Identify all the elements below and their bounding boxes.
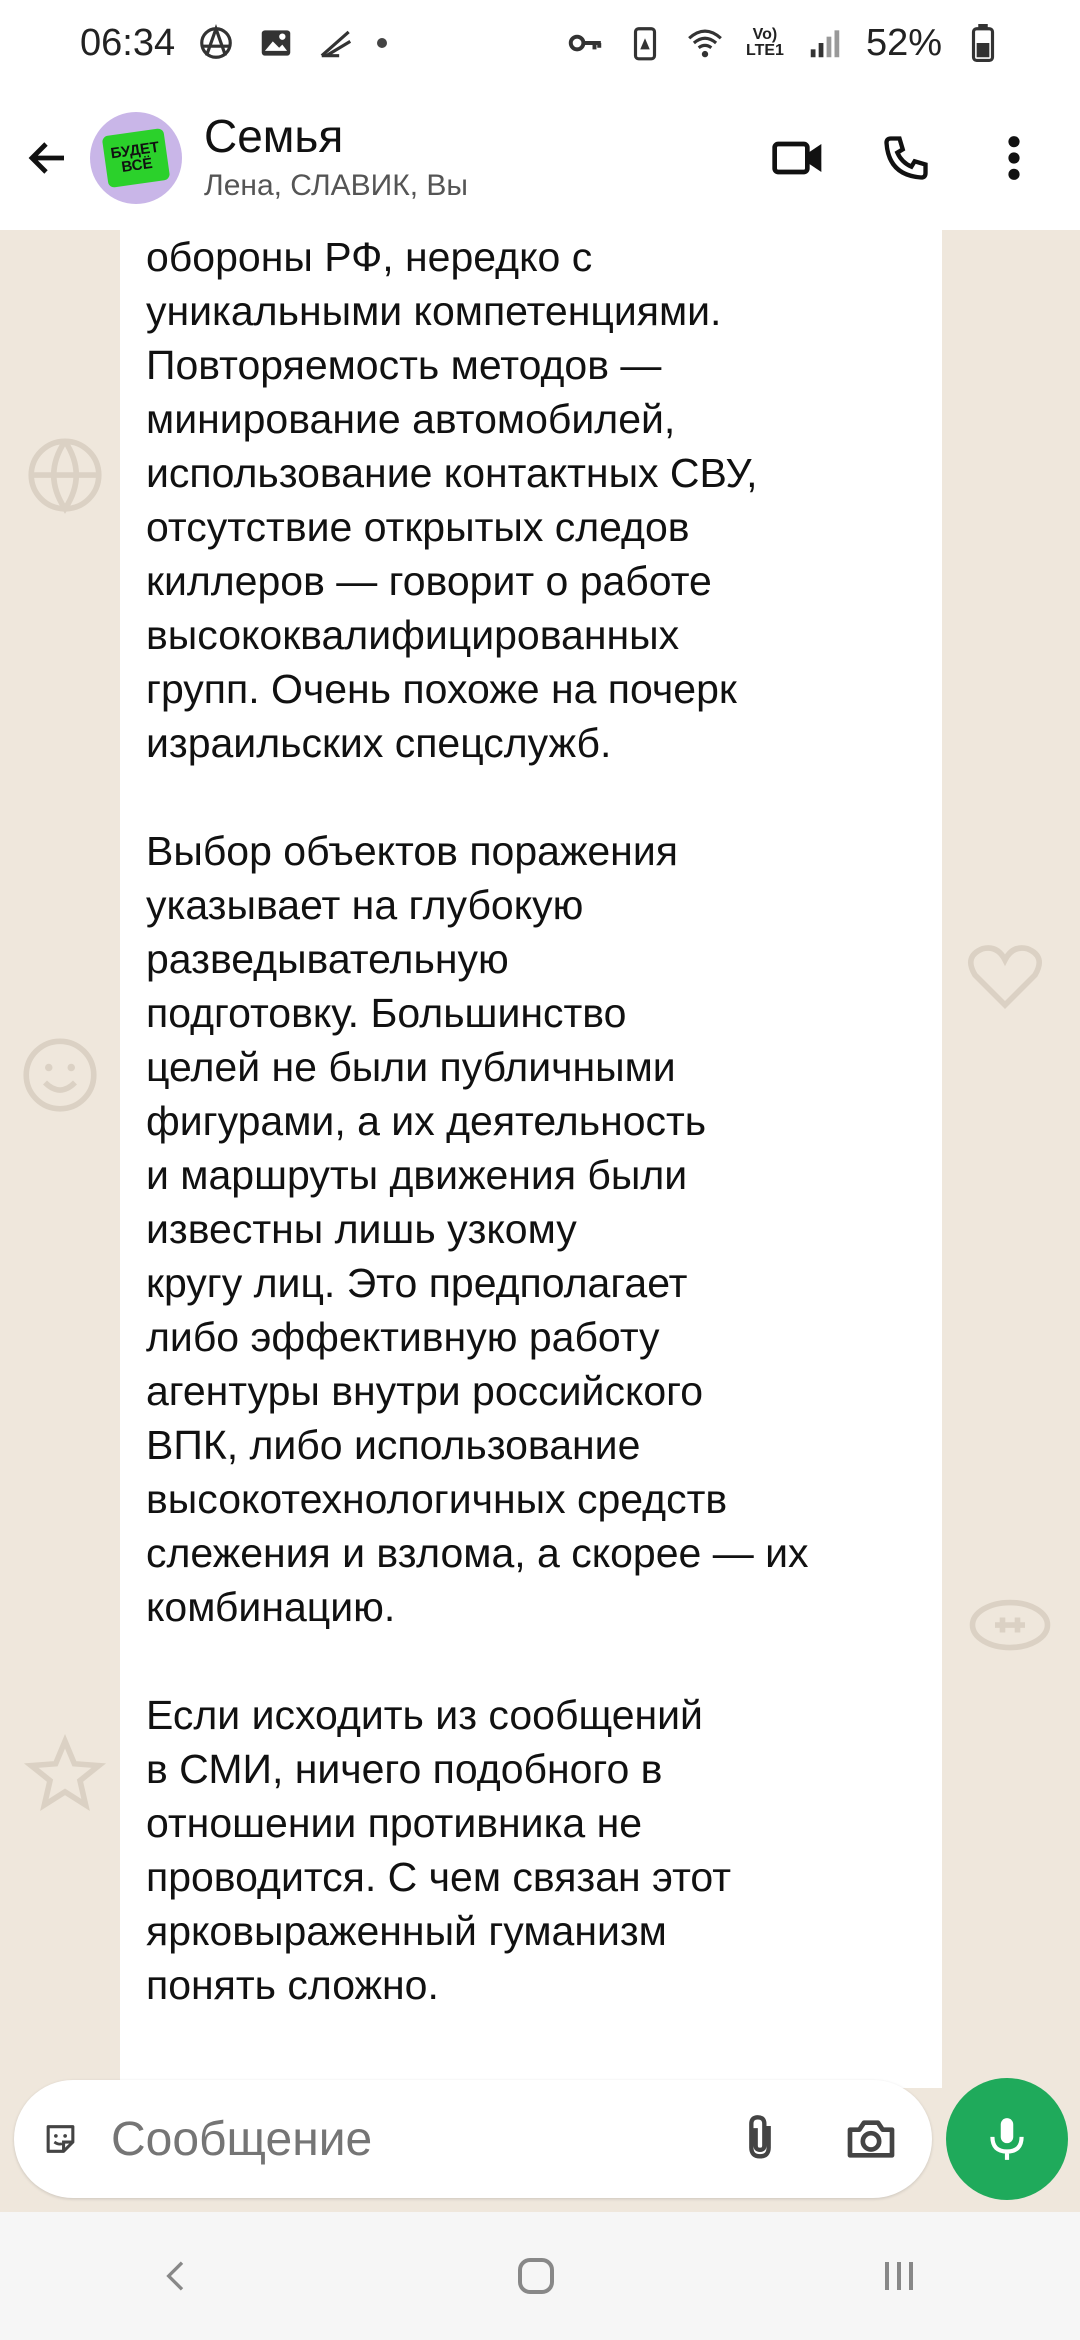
doodle-smiley-icon bbox=[15, 1030, 105, 1120]
signal-icon bbox=[806, 24, 844, 62]
system-nav-bar bbox=[0, 2212, 1080, 2340]
doodle-heart-icon bbox=[960, 930, 1050, 1020]
nav-back-icon[interactable] bbox=[157, 2252, 197, 2300]
paperclip-icon[interactable] bbox=[734, 2111, 786, 2167]
video-call-button[interactable] bbox=[768, 128, 828, 188]
microphone-icon bbox=[982, 2112, 1032, 2166]
wifi-icon bbox=[686, 24, 724, 62]
camera-icon[interactable] bbox=[842, 2111, 900, 2167]
more-vert-icon bbox=[994, 130, 1034, 186]
chat-participants: Лена, СЛАВИК, Вы bbox=[204, 169, 468, 202]
battery-icon bbox=[964, 24, 1002, 62]
gallery-icon bbox=[257, 24, 295, 62]
chat-title: Семья bbox=[204, 110, 344, 162]
network-label: LTE1 bbox=[746, 42, 784, 59]
status-bar bbox=[0, 0, 1080, 86]
pen-icon bbox=[317, 24, 355, 62]
volte-icon: Vo) LTE1 bbox=[746, 26, 784, 59]
message-input[interactable] bbox=[109, 2111, 734, 2168]
dot-icon bbox=[377, 38, 387, 48]
header-actions bbox=[768, 128, 1044, 188]
back-button[interactable] bbox=[18, 128, 78, 188]
voice-message-button[interactable] bbox=[946, 2078, 1068, 2200]
key-icon bbox=[566, 24, 604, 62]
battery-saver-icon bbox=[626, 24, 664, 62]
more-options-button[interactable] bbox=[984, 128, 1044, 188]
arrow-left-icon bbox=[24, 134, 72, 182]
phone-icon bbox=[880, 132, 932, 184]
doodle-globe-icon bbox=[20, 430, 110, 520]
voice-call-button[interactable] bbox=[876, 128, 936, 188]
emoji-sticker-icon[interactable] bbox=[42, 2111, 79, 2167]
composer-actions bbox=[734, 2111, 900, 2167]
message-bubble[interactable] bbox=[120, 230, 942, 2088]
status-bar-left bbox=[80, 22, 387, 65]
nav-home-icon[interactable] bbox=[512, 2252, 560, 2300]
message-text: обороны РФ, нередко с уникальными компетенциями. Повторяемость методов — минирование автомобилей, использование контактных СВУ, отсутствие открытых следов киллеров — говорит о работе высококвалифицированных групп. Очень похоже на почерк израильских спецслужб. Выбор объектов поражения указывает на глубокую разведывательную подготовку. Большинство целей не были публичными фигурами, а их деятельность и маршруты движения были известны лишь узкому кругу лиц. Это предполагает либо эффективную работу агентуры внутри российского ВПК, либо использование высокотехнологичных средств слежения и взлома, а скорее — их комбинацию. Если исходить из сообщений в СМИ, ничего подобного в отношении противника не проводится. С чем связан этот ярковыраженный гуманизм понять сложно. bbox=[146, 234, 809, 2008]
doodle-star-icon bbox=[20, 1730, 110, 1820]
video-camera-icon bbox=[770, 130, 826, 186]
chat-header bbox=[0, 86, 1080, 230]
chat-title-block[interactable] bbox=[204, 110, 768, 206]
status-bar-right bbox=[566, 22, 1002, 65]
message-composer bbox=[14, 2080, 932, 2198]
anarchy-icon bbox=[197, 24, 235, 62]
battery-percent: 52% bbox=[865, 21, 942, 64]
nav-recents-icon[interactable] bbox=[875, 2252, 923, 2300]
avatar[interactable] bbox=[90, 112, 182, 204]
status-time: 06:34 bbox=[80, 21, 176, 64]
avatar-text: БУДЕТ ВСЁ bbox=[102, 128, 171, 188]
chat-area[interactable] bbox=[0, 230, 1080, 2088]
doodle-ball-icon bbox=[965, 1580, 1055, 1670]
